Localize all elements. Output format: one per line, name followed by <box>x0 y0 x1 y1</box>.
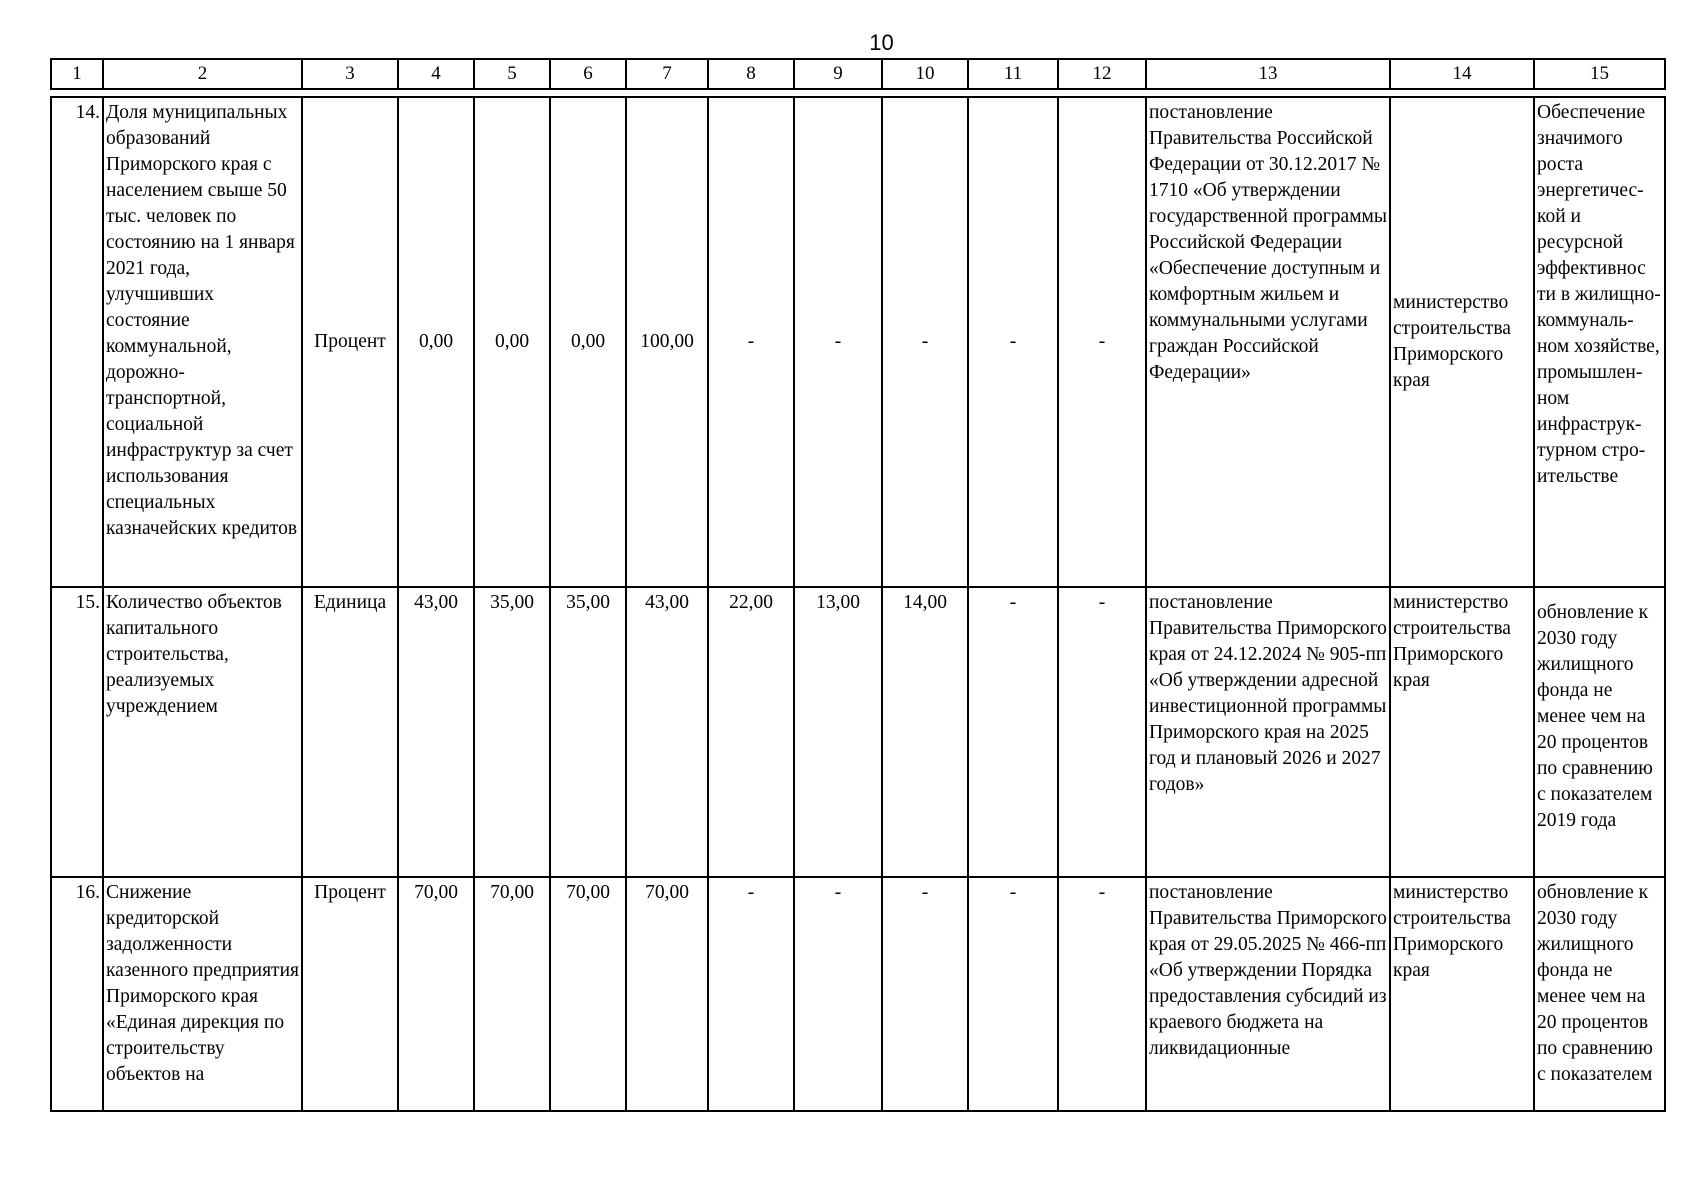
document-cell: постановление Правительства Приморского края от 24.12.2024 № 905-пп «Об утверждении адресной инвестиционной программы Приморского края на 2025 год и плановый 2026 и 2027 годов» <box>1146 587 1390 877</box>
value-cell: 35,00 <box>550 587 626 877</box>
document-cell: постановление Правительства Российской Федерации от 30.12.2017 № 1710 «Об утверждении государственной программы Российской Федерации «Обеспечение доступным и комфортным жильем и коммунальными услугами граждан Российской Федерации» <box>1146 97 1390 587</box>
page-number: 10 <box>869 30 894 55</box>
row-number: 16. <box>51 877 103 1111</box>
value-cell: 13,00 <box>794 587 882 877</box>
goal-cell: обновление к 2030 году жилищного фонда не менее чем на 20 процентов по сравнению с показателем <box>1534 877 1665 1111</box>
row-number: 14. <box>51 97 103 587</box>
table-row <box>51 587 1665 877</box>
value-cell: 70,00 <box>626 877 708 1111</box>
column-header: 7 <box>626 59 708 89</box>
column-header: 2 <box>103 59 302 89</box>
table-row <box>51 97 1665 587</box>
column-header: 13 <box>1146 59 1390 89</box>
column-header: 14 <box>1390 59 1534 89</box>
column-header: 11 <box>968 59 1058 89</box>
value-cell: 43,00 <box>626 587 708 877</box>
value-cell: 0,00 <box>398 97 474 587</box>
table-row <box>51 877 1665 1111</box>
column-header: 12 <box>1058 59 1146 89</box>
value-cell: - <box>708 877 794 1111</box>
value-cell: - <box>968 97 1058 587</box>
value-cell: 22,00 <box>708 587 794 877</box>
value-cell: - <box>1058 877 1146 1111</box>
column-header: 10 <box>882 59 968 89</box>
column-header: 9 <box>794 59 882 89</box>
value-cell: - <box>708 97 794 587</box>
value-cell: 70,00 <box>474 877 550 1111</box>
responsible-cell: министерство строительства Приморского края <box>1390 97 1534 587</box>
column-header: 6 <box>550 59 626 89</box>
value-cell: 35,00 <box>474 587 550 877</box>
goal-cell: Обеспечение значимого роста энергетичес-кой и ресурсной эффективнос ти в жилищно-коммуналь-ном хозяйстве, промышлен-ном инфраструк-турном стро-ительстве <box>1534 97 1665 587</box>
indicator-name: Снижение кредиторской задолженности казенного предприятия Приморского края «Единая дирекция по строительству объектов на <box>103 877 302 1111</box>
value-cell: - <box>882 97 968 587</box>
unit-cell: Процент <box>302 97 398 587</box>
column-header: 5 <box>474 59 550 89</box>
document-cell: постановление Правительства Приморского края от 29.05.2025 № 466-пп «Об утверждении Порядка предоставления субсидий из краевого бюджета на ликвидационные <box>1146 877 1390 1111</box>
value-cell: - <box>882 877 968 1111</box>
value-cell: 14,00 <box>882 587 968 877</box>
value-cell: 70,00 <box>398 877 474 1111</box>
responsible-cell: министерство строительства Приморского края <box>1390 877 1534 1111</box>
indicator-name: Количество объектов капитального строительства, реализуемых учреждением <box>103 587 302 877</box>
indicators-table <box>50 58 1666 1112</box>
value-cell: 0,00 <box>474 97 550 587</box>
value-cell: - <box>968 587 1058 877</box>
column-header: 15 <box>1534 59 1665 89</box>
unit-cell: Процент <box>302 877 398 1111</box>
value-cell: - <box>968 877 1058 1111</box>
indicator-name: Доля муниципальных образований Приморского края с населением свыше 50 тыс. человек по состоянию на 1 января 2021 года, улучшивших состояние коммунальной, дорожно-транспортной, социальной инфраструктур за счет использования специальных казначейских кредитов <box>103 97 302 587</box>
value-cell: 0,00 <box>550 97 626 587</box>
unit-cell: Единица <box>302 587 398 877</box>
column-header: 3 <box>302 59 398 89</box>
value-cell: - <box>1058 97 1146 587</box>
row-number: 15. <box>51 587 103 877</box>
value-cell: - <box>794 877 882 1111</box>
responsible-cell: министерство строительства Приморского края <box>1390 587 1534 877</box>
value-cell: - <box>794 97 882 587</box>
table-header-row <box>51 59 1665 89</box>
value-cell: - <box>1058 587 1146 877</box>
goal-cell: обновление к 2030 году жилищного фонда не менее чем на 20 процентов по сравнению с показателем 2019 года <box>1534 587 1665 877</box>
column-header: 1 <box>51 59 103 89</box>
value-cell: 100,00 <box>626 97 708 587</box>
value-cell: 70,00 <box>550 877 626 1111</box>
column-header: 8 <box>708 59 794 89</box>
column-header: 4 <box>398 59 474 89</box>
value-cell: 43,00 <box>398 587 474 877</box>
